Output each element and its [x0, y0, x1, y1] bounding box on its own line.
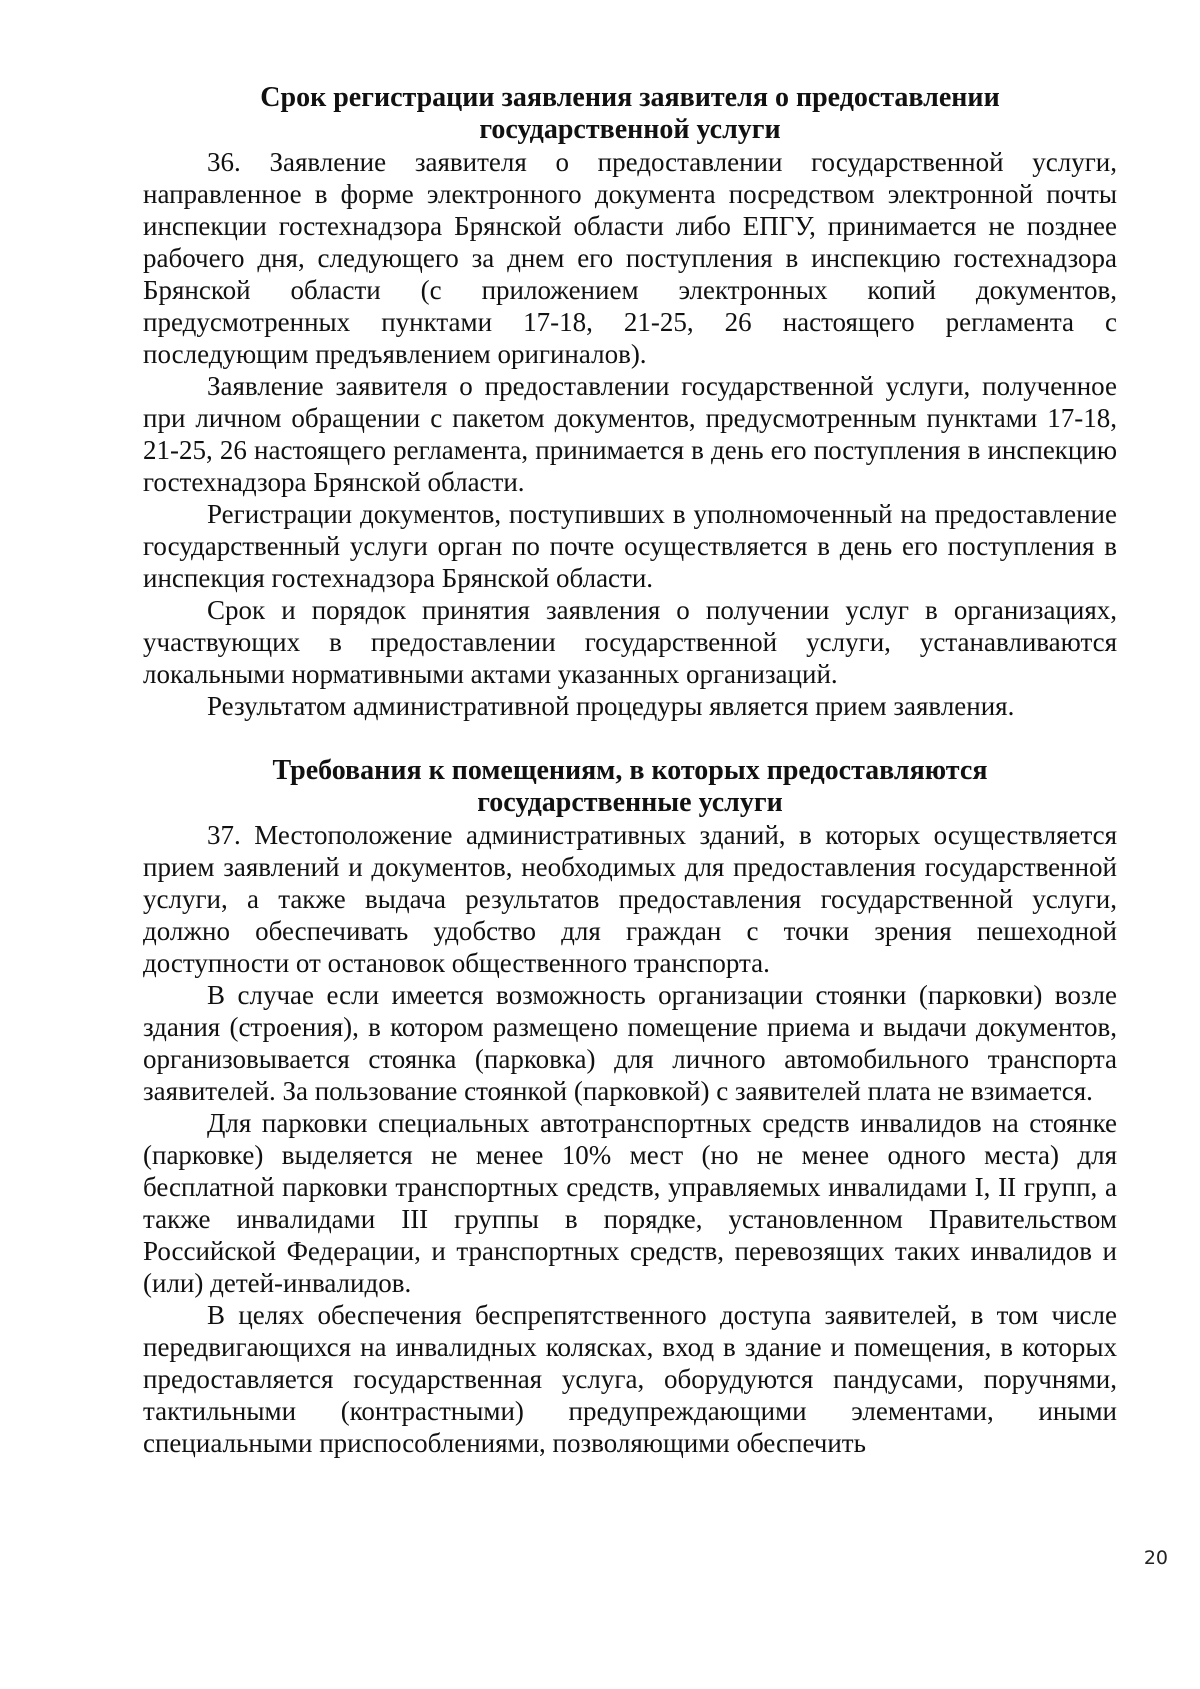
- paragraph: В целях обеспечения беспрепятственного доступа заявителей, в том числе передвигающихся на инвалидных колясках, вход в здание и помещения, в которых предоставляется государственная услуга, оборудуются пандусами, поручнями, тактильными (контрастными) предупреждающими элементами, иными специальными приспособлениями, позволяющими обеспечить: [143, 1300, 1117, 1458]
- paragraph-36: 36. Заявление заявителя о предоставлении государственной услуги, направленное в форме электронного документа посредством электронной почты инспекции гостехнадзора Брянской области либо ЕПГУ, принимается не позднее рабочего дня, следующего за днем его поступления в инспекцию гостехнадзора Брянской области (с приложением электронных копий документов, предусмотренных пунктами 17-18, 21-25, 26 настоящего регламента с последующим предъявлением оригиналов).: [143, 147, 1117, 369]
- paragraph: В случае если имеется возможность организации стоянки (парковки) возле здания (строения), в котором размещено помещение приема и выдачи документов, организовывается стоянка (парковка) для личного автомобильного транспорта заявителей. За пользование стоянкой (парковкой) с заявителей плата не взимается.: [143, 980, 1117, 1106]
- heading-line: государственной услуги: [479, 114, 781, 145]
- paragraph: Для парковки специальных автотранспортных средств инвалидов на стоянке (парковке) выделяется не менее 10% мест (но не менее одного места) для бесплатной парковки транспортных средств, управляемых инвалидами I, II групп, а также инвалидами III группы в порядке, установленном Правительством Российской Федерации, и транспортных средств, перевозящих таких инвалидов и (или) детей-инвалидов.: [143, 1108, 1117, 1298]
- heading-line: Срок регистрации заявления заявителя о предоставлении: [260, 82, 1000, 113]
- paragraph-result: Результатом административной процедуры является прием заявления.: [207, 691, 1015, 721]
- page-number: 20: [1143, 1547, 1168, 1569]
- section-heading-registration: [143, 82, 1117, 146]
- document-page: [143, 82, 1117, 1459]
- heading-line: государственные услуги: [477, 787, 783, 818]
- heading-line: Требования к помещениям, в которых предоставляются: [272, 755, 988, 786]
- section-divider: [143, 722, 1117, 755]
- paragraph: Регистрации документов, поступивших в уполномоченный на предоставление государственный услуги орган по почте осуществляется в день его поступления в инспекция гостехнадзора Брянской области.: [143, 499, 1117, 593]
- paragraph: Заявление заявителя о предоставлении государственной услуги, полученное при личном обращении с пакетом документов, предусмотренным пунктами 17-18, 21-25, 26 настоящего регламента, принимается в день его поступления в инспекцию гостехнадзора Брянской области.: [143, 371, 1117, 497]
- paragraph-37: 37. Местоположение административных зданий, в которых осуществляется прием заявлений и документов, необходимых для предоставления государственной услуги, а также выдача результатов предоставления государственной услуги, должно обеспечивать удобство для граждан с точки зрения пешеходной доступности от остановок общественного транспорта.: [143, 820, 1117, 978]
- section-heading-premises: [143, 755, 1117, 819]
- paragraph: Срок и порядок принятия заявления о получении услуг в организациях, участвующих в предоставлении государственной услуги, устанавливаются локальными нормативными актами указанных организаций.: [143, 595, 1117, 689]
